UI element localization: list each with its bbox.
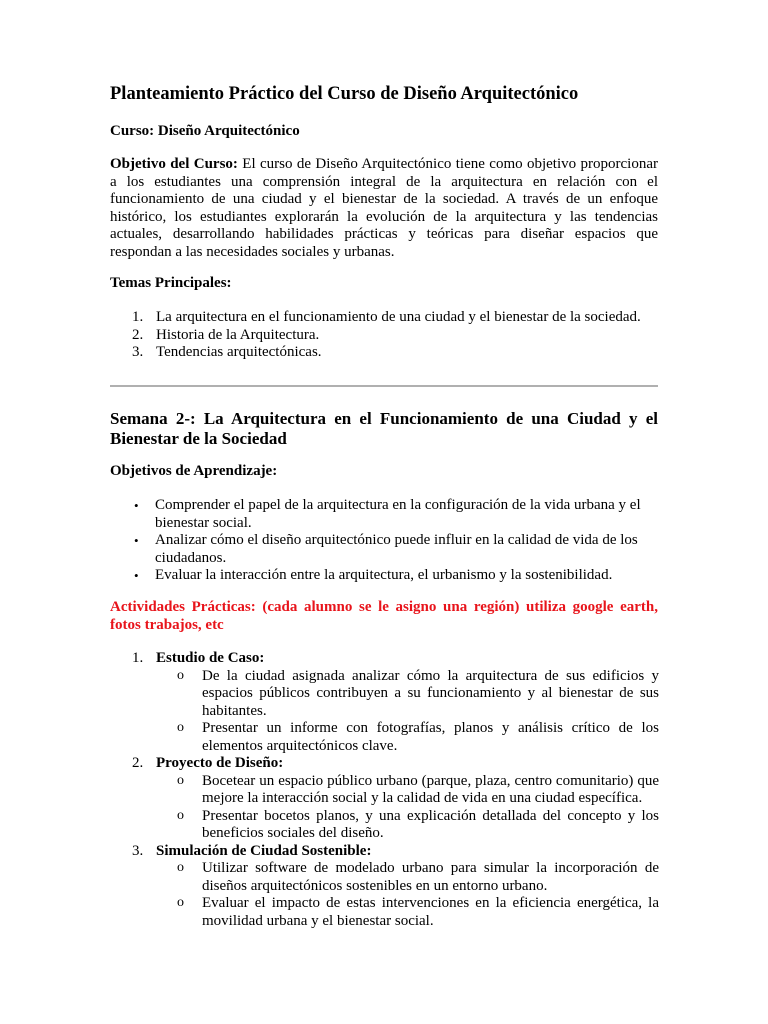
course-objective (110, 156, 658, 261)
sub-item (177, 772, 659, 808)
list-item-text: Analizar cómo el diseño arquitectónico puede influir en la calidad de vida de los ciudadanos. (155, 532, 638, 566)
sub-item-text: Presentar un informe con fotografías, planos y análisis crítico de los elementos arquitectónicos clave. (202, 720, 659, 754)
activity-title: Proyecto de Diseño: (156, 755, 284, 771)
learning-objectives-list (134, 497, 660, 585)
list-number: 3. (132, 842, 144, 859)
list-item (134, 497, 660, 532)
sub-item (177, 895, 659, 930)
sub-item-text: Evaluar el impacto de estas intervenciones en la eficiencia energética, la movilidad urbana y el bienestar social. (202, 895, 659, 929)
list-item (134, 532, 660, 567)
list-item-text: Historia de la Arquitectura. (156, 326, 320, 343)
circle-bullet-icon: o (177, 667, 184, 683)
list-item (132, 309, 641, 327)
document-title: Planteamiento Práctico del Curso de Diseño Arquitectónico (110, 84, 579, 104)
list-number: 1. (132, 650, 144, 666)
list-item-text: La arquitectura en el funcionamiento de una ciudad y el bienestar de la sociedad. (156, 309, 641, 325)
activity-subitems (177, 772, 659, 843)
main-topics-list (132, 309, 641, 362)
sub-item-text: De la ciudad asignada analizar cómo la arquitectura de sus edificios y espacios públicos contribuyen a su funcionamiento y al bienestar de sus habitantes. (202, 667, 659, 719)
bullet-icon: • (134, 568, 139, 583)
sub-item-text: Presentar bocetos planos, y una explicación detallada del concepto y los beneficios sociales del diseño. (202, 807, 659, 841)
list-item (132, 650, 659, 755)
list-item-text: Tendencias arquitectónicas. (156, 344, 322, 360)
list-item (132, 755, 659, 843)
list-number: 2. (132, 755, 144, 771)
list-item (134, 567, 660, 585)
activity-title: Simulación de Ciudad Sostenible: (156, 842, 372, 859)
sub-item (177, 860, 659, 895)
list-item (132, 344, 641, 362)
main-topics-heading: Temas Principales: (110, 275, 232, 291)
list-number: 2. (132, 326, 144, 343)
activity-title: Estudio de Caso: (156, 650, 265, 666)
list-item (132, 842, 659, 931)
course-line: Curso: Diseño Arquitectónico (110, 123, 300, 139)
sub-item-text: Bocetear un espacio público urbano (parque, plaza, centro comunitario) que mejore la interacción social y la calidad de vida en una ciudad específica. (202, 772, 659, 806)
sub-item (177, 720, 659, 755)
activity-subitems (177, 860, 659, 930)
circle-bullet-icon: o (177, 895, 184, 910)
sub-item-text: Utilizar software de modelado urbano para simular la incorporación de diseños arquitectónicos sostenibles en un entorno urbano. (202, 860, 659, 894)
bullet-icon: • (134, 498, 139, 513)
list-item-text: Evaluar la interacción entre la arquitectura, el urbanismo y la sostenibilidad. (155, 567, 613, 583)
list-number: 3. (132, 344, 144, 360)
circle-bullet-icon: o (177, 720, 184, 735)
circle-bullet-icon: o (177, 807, 184, 823)
learning-objectives-heading: Objetivos de Aprendizaje: (110, 463, 278, 479)
activities-heading: Actividades Prácticas: (cada alumno se le asigno una región) utiliza google earth, fotos trabajos, etc (110, 599, 658, 633)
sub-item (177, 667, 659, 721)
objective-label: Objetivo del Curso: (110, 156, 238, 172)
list-item (132, 326, 641, 345)
list-item-text: Comprender el papel de la arquitectura en la configuración de la vida urbana y el bienestar social. (155, 497, 641, 531)
week-heading: Semana 2-: La Arquitectura en el Funcionamiento de una Ciudad y el Bienestar de la Sociedad (110, 409, 658, 448)
circle-bullet-icon: o (177, 772, 184, 788)
activity-subitems (177, 667, 659, 756)
circle-bullet-icon: o (177, 860, 184, 875)
horizontal-divider (110, 385, 658, 387)
activities-list (132, 650, 659, 930)
sub-item (177, 807, 659, 843)
bullet-icon: • (134, 533, 139, 548)
objective-text: El curso de Diseño Arquitectónico tiene como objetivo proporcionar a los estudiantes una comprensión integral de la arquitectura en relación con el funcionamiento de una ciudad y el bienestar de la sociedad. A través de un enfoque histórico, los estudiantes explorarán la evolución de la arquitectura y las tendencias actuales, desarrollando habilidades prácticas y teóricas para diseñar espacios que respondan a las necesidades sociales y urbanas. (110, 156, 658, 260)
list-number: 1. (132, 309, 144, 325)
